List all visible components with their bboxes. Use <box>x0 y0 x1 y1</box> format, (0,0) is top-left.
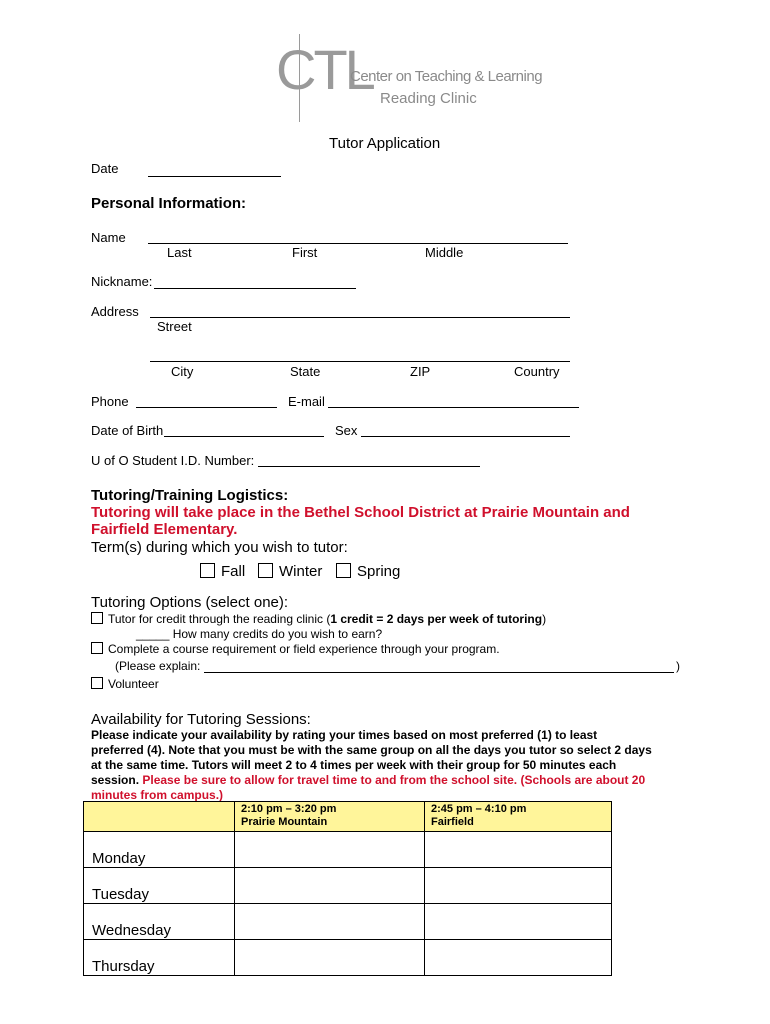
credit-text: Tutor for credit through the reading clinic ( <box>108 612 331 626</box>
email-field[interactable] <box>328 407 579 408</box>
thursday-fairfield-cell[interactable] <box>425 940 612 976</box>
availability-table <box>83 801 612 976</box>
day-wednesday: Wednesday <box>84 904 235 940</box>
option-volunteer[interactable] <box>91 677 159 691</box>
volunteer-checkbox[interactable] <box>91 677 103 689</box>
credit-rule-text: 1 credit = 2 days per week of tutoring <box>330 612 543 626</box>
name-first-label: First <box>292 245 318 260</box>
option-course-requirement[interactable] <box>91 642 500 656</box>
term-winter-option[interactable] <box>258 563 322 580</box>
state-label: State <box>290 364 321 379</box>
options-heading: Tutoring Options (select one): <box>91 594 289 611</box>
sex-field[interactable] <box>361 436 570 437</box>
student-id-label: U of O Student I.D. Number: <box>91 453 255 468</box>
day-monday: Monday <box>84 832 235 868</box>
table-header-row <box>84 802 612 832</box>
wednesday-fairfield-cell[interactable] <box>425 904 612 940</box>
availability-instructions-4 <box>91 773 645 787</box>
dob-field[interactable] <box>164 436 324 437</box>
name-field[interactable] <box>148 243 568 244</box>
name-last-label: Last <box>167 245 192 260</box>
option-credit[interactable] <box>91 612 546 626</box>
date-field[interactable] <box>148 176 281 177</box>
fall-label: Fall <box>221 563 246 580</box>
zip-label: ZIP <box>410 364 431 379</box>
fairfield-site: Fairfield <box>431 816 474 828</box>
country-label: Country <box>514 364 560 379</box>
day-tuesday: Tuesday <box>84 868 235 904</box>
sex-label: Sex <box>335 423 358 438</box>
date-label: Date <box>91 161 119 176</box>
day-thursday: Thursday <box>84 940 235 976</box>
credit-close-paren: ) <box>542 612 547 626</box>
table-row <box>84 832 612 868</box>
monday-fairfield-cell[interactable] <box>425 832 612 868</box>
fairfield-time: 2:45 pm – 4:10 pm <box>431 803 527 815</box>
session-text: session. <box>91 773 140 787</box>
logo-letters: CTL <box>276 38 373 101</box>
fall-checkbox[interactable] <box>200 563 215 578</box>
logistics-heading: Tutoring/Training Logistics: <box>91 487 289 504</box>
page-title: Tutor Application <box>329 135 441 152</box>
address-street-field[interactable] <box>150 317 570 318</box>
dob-label: Date of Birth <box>91 423 164 438</box>
tuesday-fairfield-cell[interactable] <box>425 868 612 904</box>
please-explain-close: ) <box>676 659 680 673</box>
terms-prompt: Term(s) during which you wish to tutor: <box>91 539 348 556</box>
header-blank-cell <box>84 802 235 832</box>
spring-label: Spring <box>357 563 401 580</box>
name-label: Name <box>91 230 126 245</box>
personal-info-heading: Personal Information: <box>91 195 247 212</box>
credits-question: _____ How many credits do you wish to earn? <box>136 627 383 641</box>
header-prairie-mountain <box>235 802 425 832</box>
street-label: Street <box>157 319 192 334</box>
volunteer-text: Volunteer <box>108 677 159 691</box>
availability-instructions-3: at the same time. Tutors will meet 2 to 4 times per week with their group for 50 minutes each <box>91 758 617 772</box>
course-requirement-text: Complete a course requirement or field experience through your program. <box>108 642 500 656</box>
course-requirement-checkbox[interactable] <box>91 642 103 654</box>
phone-label: Phone <box>91 394 129 409</box>
logo-line1: Center on Teaching & Learning <box>350 68 543 85</box>
availability-heading: Availability for Tutoring Sessions: <box>91 711 311 728</box>
nickname-label: Nickname: <box>91 274 153 289</box>
address-label: Address <box>91 304 139 319</box>
table-row <box>84 904 612 940</box>
wednesday-prairie-cell[interactable] <box>235 904 425 940</box>
travel-time-note: Please be sure to allow for travel time to and from the school site. (Schools are about 20 <box>139 773 646 787</box>
header-fairfield <box>425 802 612 832</box>
nickname-field[interactable] <box>154 288 356 289</box>
availability-instructions-2: preferred (4). Note that you must be with the same group on all the days you tutor so select 2 days <box>91 743 652 757</box>
winter-checkbox[interactable] <box>258 563 273 578</box>
monday-prairie-cell[interactable] <box>235 832 425 868</box>
logo-line2: Reading Clinic <box>380 90 477 107</box>
please-explain-field[interactable] <box>204 672 674 673</box>
credit-checkbox[interactable] <box>91 612 103 624</box>
email-label: E-mail <box>288 394 325 409</box>
name-middle-label: Middle <box>425 245 464 260</box>
thursday-prairie-cell[interactable] <box>235 940 425 976</box>
phone-field[interactable] <box>136 407 277 408</box>
table-row <box>84 940 612 976</box>
availability-instructions-5: minutes from campus.) <box>91 788 224 802</box>
availability-instructions-1: Please indicate your availability by rating your times based on most preferred (1) to least <box>91 728 598 742</box>
term-spring-option[interactable] <box>336 563 400 580</box>
student-id-field[interactable] <box>258 466 480 467</box>
logistics-notice-line1: Tutoring will take place in the Bethel School District at Prairie Mountain and <box>91 504 630 521</box>
prairie-site: Prairie Mountain <box>241 816 328 828</box>
term-fall-option[interactable] <box>200 563 245 580</box>
prairie-time: 2:10 pm – 3:20 pm <box>241 803 337 815</box>
logistics-notice-line2: Fairfield Elementary. <box>91 521 238 538</box>
tuesday-prairie-cell[interactable] <box>235 868 425 904</box>
please-explain-label: (Please explain: <box>115 659 201 673</box>
spring-checkbox[interactable] <box>336 563 351 578</box>
address-city-field[interactable] <box>150 361 570 362</box>
table-row <box>84 868 612 904</box>
winter-label: Winter <box>279 563 323 580</box>
city-label: City <box>171 364 194 379</box>
